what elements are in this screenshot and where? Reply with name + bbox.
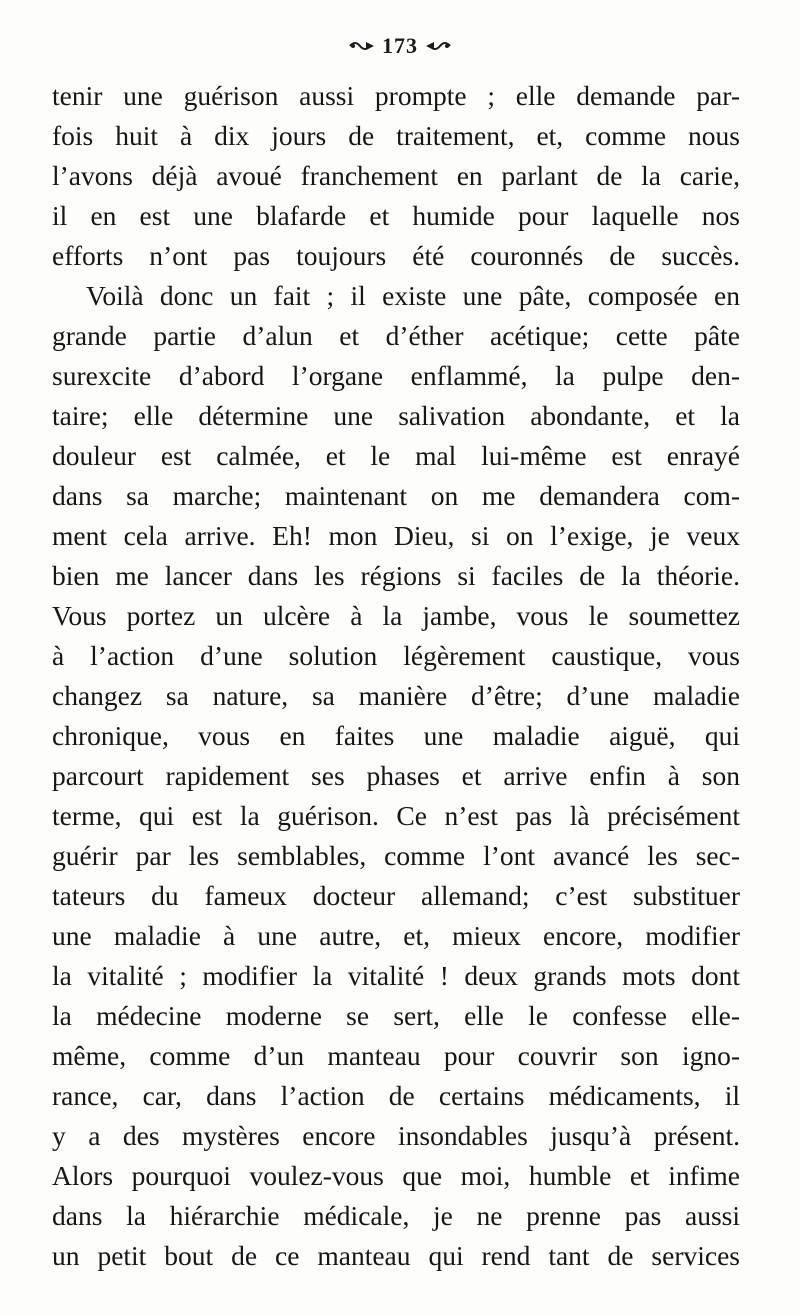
text-line: dans sa marche; maintenant on me demandera com- <box>52 480 740 511</box>
text-line: efforts n’ont pas toujours été couronnés de succès. <box>52 240 740 271</box>
text-line: terme, qui est la guérison. Ce n’est pas là précisément <box>52 800 740 831</box>
text-line: rance, car, dans l’action de certains médicaments, il <box>52 1080 740 1111</box>
running-header <box>0 26 800 66</box>
text-line: bien me lancer dans les régions si faciles de la théorie. <box>52 560 740 591</box>
text-line: la vitalité ; modifier la vitalité ! deux grands mots dont <box>52 960 740 991</box>
text-line: dans la hiérarchie médicale, je ne prenne pas aussi <box>52 1200 740 1231</box>
text-line: tateurs du fameux docteur allemand; c’est substituer <box>52 880 740 911</box>
text-line: il en est une blafarde et humide pour laquelle nos <box>52 200 740 231</box>
text-line: guérir par les semblables, comme l’ont avancé les sec- <box>52 840 740 871</box>
text-line: Alors pourquoi voulez-vous que moi, humble et infime <box>52 1160 740 1191</box>
text-line: fois huit à dix jours de traitement, et, comme nous <box>52 120 740 151</box>
text-line: y a des mystères encore insondables jusqu’à présent. <box>52 1120 740 1151</box>
page-number: 173 <box>382 33 418 58</box>
text-line: Vous portez un ulcère à la jambe, vous le soumettez <box>52 600 740 631</box>
fleuron-left-icon <box>348 38 376 54</box>
text-line: la médecine moderne se sert, elle le confesse elle- <box>52 1000 740 1031</box>
text-line: taire; elle détermine une salivation abondante, et la <box>52 400 740 431</box>
text-line: surexcite d’abord l’organe enflammé, la pulpe den- <box>52 360 740 391</box>
text-line: Voilà donc un fait ; il existe une pâte, composée en <box>86 280 740 311</box>
fleuron-right-icon <box>424 38 452 54</box>
body-text <box>52 76 740 1276</box>
text-line: l’avons déjà avoué franchement en parlant de la carie, <box>52 160 740 191</box>
text-line: à l’action d’une solution légèrement caustique, vous <box>52 640 740 671</box>
text-line: parcourt rapidement ses phases et arrive enfin à son <box>52 760 740 791</box>
text-line: un petit bout de ce manteau qui rend tant de services <box>52 1240 740 1271</box>
text-line: même, comme d’un manteau pour couvrir son igno- <box>52 1040 740 1071</box>
text-line: chronique, vous en faites une maladie aiguë, qui <box>52 720 740 751</box>
text-line: ment cela arrive. Eh! mon Dieu, si on l’exige, je veux <box>52 520 740 551</box>
text-line: douleur est calmée, et le mal lui-même est enrayé <box>52 440 740 471</box>
text-line: changez sa nature, sa manière d’être; d’une maladie <box>52 680 740 711</box>
text-line: une maladie à une autre, et, mieux encore, modifier <box>52 920 740 951</box>
text-line: tenir une guérison aussi prompte ; elle demande par- <box>52 80 740 111</box>
text-line: grande partie d’alun et d’éther acétique; cette pâte <box>52 320 740 351</box>
